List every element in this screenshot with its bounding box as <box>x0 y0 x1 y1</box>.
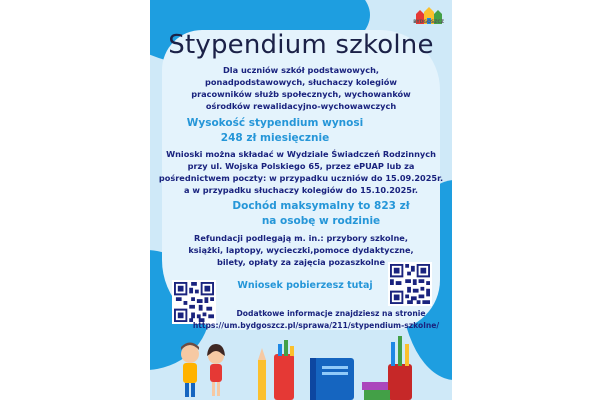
notebook-icon <box>310 358 354 400</box>
download-text[interactable]: Wniosek pobierzesz tutaj <box>237 280 373 291</box>
logo-text: BYDGOSZCZ <box>413 20 444 25</box>
income-heading: Dochód maksymalny to 823 zł <box>232 200 410 212</box>
boy-icon <box>181 343 199 398</box>
refund-line: Refundacji podlegają m. in.: przybory szkolne, <box>194 233 408 243</box>
intro-line: Dla uczniów szkół podstawowych, <box>222 65 380 75</box>
crayon-cup-icon <box>274 340 294 400</box>
qr-code-right[interactable] <box>388 262 432 306</box>
application-line: Wnioski można składać w Wydziale Świadczeń Rodzinnych <box>166 149 436 159</box>
page-title: Stypendium szkolne <box>168 30 434 60</box>
intro-line: pracowników służb społecznych, wychowanków <box>191 89 411 99</box>
refund-line: książki, laptopy, wycieczki,pomoce dydaktyczne, <box>188 245 414 255</box>
girl-icon <box>207 344 225 396</box>
amount-heading: Wysokość stypendium wynosi <box>186 117 364 129</box>
pencil-cup-icon <box>388 336 412 400</box>
intro-line: ponadpodstawowych, słuchaczy kolegiów <box>205 77 397 87</box>
amount-value: 248 zł miesięcznie <box>220 132 330 144</box>
application-line: pośrednictwem poczty: w przypadku uczniów do 15.09.2025r. <box>158 173 444 183</box>
income-value: na osobę w rodzinie <box>261 215 381 227</box>
book-stack-icon <box>362 382 390 400</box>
info-url[interactable]: https://um.bydgoszcz.pl/sprawa/211/stypendium-szkolne/ <box>192 321 440 330</box>
poster <box>150 0 452 400</box>
qr-code-icon <box>174 282 214 322</box>
pencil-icon <box>258 348 266 400</box>
application-line: a w przypadku słuchaczy kolegiów do 15.10.2025r. <box>184 185 418 195</box>
school-supplies-illustration <box>150 330 452 400</box>
application-line: przy ul. Wojska Polskiego 65, przez ePUAP lub za <box>187 161 415 171</box>
qr-code-icon <box>390 264 430 304</box>
intro-line: ośrodków rewalidacyjno-wychowawczych <box>205 101 397 111</box>
refund-line: bilety, opłaty za zajęcia pozaszkolne <box>216 257 386 267</box>
info-line: Dodatkowe informacje znajdziesz na stronie <box>236 309 426 318</box>
